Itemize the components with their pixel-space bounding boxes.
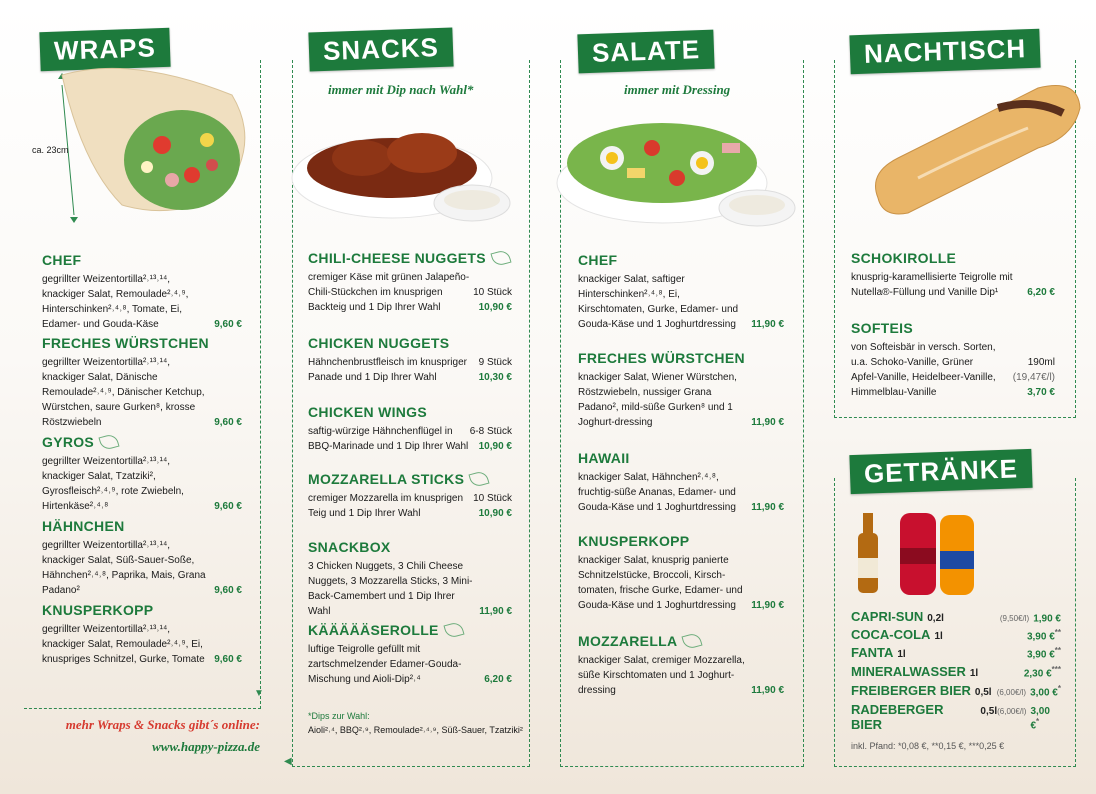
dessert-item-desc: knusprig-karamellisierte Teigrolle mit Nutella®-Füllung und Vanille Dip¹ <box>851 272 1013 298</box>
drinks-image <box>852 503 982 598</box>
dessert-item-qty: 190ml <box>1027 357 1055 368</box>
drink-item-unit: (6,00€/l) <box>996 688 1027 697</box>
snack-item-desc: cremiger Mozzarella im knusprigen Teig und 1 Dip Ihrer Wahl <box>308 493 464 519</box>
drink-item-capri-sun <box>851 609 1061 624</box>
dessert-item-name: SOFTEIS <box>851 320 913 336</box>
salad-item-knusperkopp <box>578 533 784 613</box>
salad-item-price: 11,90 € <box>751 600 784 611</box>
wrap-item-price: 9,60 € <box>214 654 242 665</box>
drink-item-price: 3,90 €** <box>1026 645 1061 660</box>
wrap-item-name: GYROS <box>42 434 95 450</box>
dessert-item-price: 3,70 € <box>1027 387 1055 398</box>
drink-item-name: COCA-COLA <box>851 627 931 642</box>
drink-item-size: 1l <box>897 649 906 660</box>
veggie-leaf-icon <box>469 470 490 488</box>
drink-item-freiberger-bier <box>851 683 1061 698</box>
wrap-item-freches-wuerstchen <box>42 335 242 430</box>
drink-item-fanta <box>851 645 1061 660</box>
drink-item-radeberger-bier <box>851 702 1061 732</box>
snack-item-chicken-nuggets <box>308 335 512 385</box>
salad-item-desc: knackiger Salat, cremiger Mozzarella, süße Kirschtomaten und 1 Joghurt-dressing <box>578 655 745 696</box>
drink-item-size: 1l <box>934 631 943 642</box>
wrap-item-name: FRECHES WÜRSTCHEN <box>42 335 209 351</box>
snacks-tagline: immer mit Dip nach Wahl* <box>328 82 474 97</box>
wrap-item-name: HÄHNCHEN <box>42 518 125 534</box>
snack-item-chili-cheese-nuggets <box>308 250 512 315</box>
wrap-item-desc: gegrillter Weizentortilla²˒¹³˒¹⁴, knackiger Salat, Remoulade²˒⁴˒⁹, Hinterschinken²˒⁴˒⁸, Tomate, Ei, Edamer- und Gouda-Käse <box>42 274 189 330</box>
wrap-item-price: 9,60 € <box>214 501 242 512</box>
drink-item-name: CAPRI-SUN <box>851 609 924 624</box>
snack-item-desc: saftig-würzige Hähnchenflügel in BBQ-Marinade und 1 Dip Ihrer Wahl <box>308 426 469 452</box>
drink-item-name: FREIBERGER BIER <box>851 683 971 698</box>
down-arrow-icon: ▼ <box>254 688 264 699</box>
left-arrow-icon: ◀ <box>284 756 292 767</box>
snack-item-price: 10,90 € <box>478 441 512 452</box>
drink-item-size: 0,5l <box>980 706 998 717</box>
dessert-item-schokirolle <box>851 250 1055 300</box>
chicken-wings-image <box>282 108 522 238</box>
drink-item-coca-cola <box>851 627 1061 642</box>
wrap-item-desc: gegrillter Weizentortilla²˒¹³˒¹⁴, knackiger Salat, Remoulade²˒⁴˒⁹, Ei, knuspriges Schnitzel, Gurke, Tomate <box>42 624 205 665</box>
online-note <box>30 717 260 755</box>
drink-item-price: 2,30 €*** <box>1023 664 1061 679</box>
wrap-item-chef <box>42 252 242 332</box>
salad-item-hawaii <box>578 450 784 515</box>
wrap-item-name: CHEF <box>42 252 82 268</box>
wrap-item-gyros <box>42 434 242 514</box>
snacks-title: SNACKS <box>308 28 453 72</box>
wrap-item-desc: gegrillter Weizentortilla²˒¹³˒¹⁴, knackiger Salat, Süß-Sauer-Soße, Hähnchen²˒⁴˒⁸, Paprika, Mais, Grana Padano² <box>42 540 206 596</box>
salad-item-mozzarella <box>578 633 784 698</box>
snack-item-name: KÄÄÄÄÄSEROLLE <box>308 622 439 638</box>
snack-item-qty: 10 Stück <box>473 287 512 298</box>
wrap-item-price: 9,60 € <box>214 319 242 330</box>
drink-item-name: FANTA <box>851 645 894 660</box>
wrap-item-desc: gegrillter Weizentortilla²˒¹³˒¹⁴, knackiger Salat, Dänische Remoulade²˒⁴˒⁹, Dänischer Ketchup, Würstchen, saure Gurken⁸, krosse Röstzwiebeln <box>42 357 205 428</box>
salad-item-name: MOZZARELLA <box>578 633 678 649</box>
drink-item-mineralwasser <box>851 664 1061 679</box>
salad-item-name: FRECHES WÜRSTCHEN <box>578 350 745 366</box>
drink-item-price: 3,90 €** <box>1026 627 1061 642</box>
snack-item-price: 11,90 € <box>479 606 512 617</box>
drink-item-size: 1l <box>969 668 979 679</box>
snack-item-kaeseroll <box>308 622 512 687</box>
salate-title: SALATE <box>577 30 714 74</box>
dessert-item-unit: (19,47€/l) <box>1012 372 1055 383</box>
snack-item-name: SNACKBOX <box>308 539 391 555</box>
online-text: mehr Wraps & Snacks gibt´s online: <box>65 717 260 732</box>
drink-item-unit: (6,00€/l) <box>997 707 1027 716</box>
snack-item-desc: 3 Chicken Nuggets, 3 Chili Cheese Nuggets, 3 Mozzarella Sticks, 3 Mini-Back-Camembert und 1 Dip Ihrer Wahl <box>308 561 473 617</box>
snack-item-snackbox <box>308 539 512 619</box>
drink-item-unit: (9,50€/l) <box>999 614 1030 623</box>
salad-item-desc: knackiger Salat, saftiger Hinterschinken²˒⁴˒⁸, Ei, Kirschtomaten, Gurke, Edamer- und Gouda-Käse und 1 Joghurtdressing <box>578 274 739 330</box>
drink-item-size: 0,2l <box>927 613 944 624</box>
snack-item-name: CHICKEN NUGGETS <box>308 335 450 351</box>
salad-item-price: 11,90 € <box>751 319 784 330</box>
snack-item-price: 6,20 € <box>484 674 512 685</box>
drink-item-price: 1,90 € <box>1033 613 1061 624</box>
salad-item-price: 11,90 € <box>751 502 784 513</box>
drink-item-size: 0,5l <box>974 687 992 698</box>
drink-item-price: 3,00 €* <box>1030 706 1050 732</box>
wraps-title: WRAPS <box>39 28 170 72</box>
snack-item-desc: luftige Teigrolle gefüllt mit zartschmelzender Edamer-Gouda-Mischung und Aioli-Dip²˒⁴ <box>308 644 462 685</box>
snack-item-price: 10,90 € <box>478 508 512 519</box>
schokirolle-image <box>858 78 1083 218</box>
drink-item-name: RADEBERGER BIER <box>851 702 944 732</box>
salad-item-chef <box>578 252 784 332</box>
salad-item-name: CHEF <box>578 252 618 268</box>
salad-item-freches-wuerstchen <box>578 350 784 430</box>
snack-item-name: MOZZARELLA STICKS <box>308 471 465 487</box>
drink-item-price: 3,00 €* <box>1030 683 1061 698</box>
wrap-item-desc: gegrillter Weizentortilla²˒¹³˒¹⁴, knackiger Salat, Tzatziki², Gyrosfleisch²˒⁴˒⁹, rote Zwiebeln, Hirtenkäse²˒⁴˒⁸ <box>42 456 184 512</box>
wrap-item-name: KNUSPERKOPP <box>42 602 154 618</box>
wrap-item-haehnchen <box>42 518 242 598</box>
salad-item-desc: knackiger Salat, Wiener Würstchen, Röstzwiebeln, nussiger Grana Padano², mild-süße Gurken⁸ und 1 Joghurt-dressing <box>578 372 737 428</box>
salad-image <box>552 108 802 238</box>
veggie-leaf-icon <box>490 249 511 267</box>
snack-item-qty: 6-8 Stück <box>469 426 512 437</box>
snack-item-price: 10,30 € <box>478 372 512 383</box>
salad-item-price: 11,90 € <box>751 417 784 428</box>
website-link[interactable]: www.happy-pizza.de <box>152 739 260 754</box>
veggie-leaf-icon <box>443 621 464 639</box>
snack-item-desc: Hähnchenbrustfleisch im knuspriger Panade und 1 Dip Ihrer Wahl <box>308 357 467 383</box>
pfand-note: inkl. Pfand: *0,08 €, **0,15 €, ***0,25 € <box>851 741 1005 751</box>
dessert-item-name: SCHOKIROLLE <box>851 250 957 266</box>
nachtisch-title: NACHTISCH <box>849 29 1040 75</box>
dessert-item-price: 6,20 € <box>1027 287 1055 298</box>
veggie-leaf-icon <box>682 632 703 650</box>
snack-item-chicken-wings <box>308 404 512 454</box>
wrap-item-price: 9,60 € <box>214 585 242 596</box>
snack-item-mozzarella-sticks <box>308 471 512 521</box>
dessert-item-desc: von Softeisbär in versch. Sorten, u.a. Schoko-Vanille, Grüner Apfel-Vanille, Heidelbeer-Vanille, Himmelblau-Vanille <box>851 342 996 398</box>
snack-item-name: CHICKEN WINGS <box>308 404 428 420</box>
veggie-leaf-icon <box>99 433 120 451</box>
wrap-image <box>22 55 262 225</box>
snack-item-name: CHILI-CHEESE NUGGETS <box>308 250 486 266</box>
dips-list: Aioli²˒⁴, BBQ²˒⁹, Remoulade²˒⁴˒⁹, Süß-Sauer, Tzatziki² <box>308 725 523 735</box>
salad-item-name: HAWAII <box>578 450 630 466</box>
dips-note <box>308 709 523 737</box>
salad-item-price: 11,90 € <box>751 685 784 696</box>
dessert-item-softeis <box>851 320 1055 400</box>
drink-item-name: MINERALWASSER <box>851 664 966 679</box>
salad-item-name: KNUSPERKOPP <box>578 533 690 549</box>
wrap-size-label: ca. 23cm <box>32 145 69 155</box>
salad-item-desc: knackiger Salat, knusprig panierte Schnitzelstücke, Broccoli, Kirsch-tomaten, frische Gurke, Edamer- und Gouda-Käse und 1 Joghurtdressing <box>578 555 743 611</box>
wrap-item-price: 9,60 € <box>214 417 242 428</box>
snack-item-qty: 9 Stück <box>478 357 512 368</box>
dips-title: *Dips zur Wahl: <box>308 711 370 721</box>
getraenke-title: GETRÄNKE <box>849 449 1032 494</box>
salate-tagline: immer mit Dressing <box>624 82 731 97</box>
salad-item-desc: knackiger Salat, Hähnchen²˒⁴˒⁸, fruchtig-süße Ananas, Edamer- und Gouda-Käse und 1 Joghurtdressing <box>578 472 736 513</box>
snack-item-price: 10,90 € <box>478 302 512 313</box>
snack-item-desc: cremiger Käse mit grünen Jalapeño-Chili-Stückchen im knusprigen Backteig und 1 Dip Ihrer Wahl <box>308 272 470 313</box>
snack-item-qty: 10 Stück <box>473 493 512 504</box>
wrap-item-knusperkopp <box>42 602 242 667</box>
